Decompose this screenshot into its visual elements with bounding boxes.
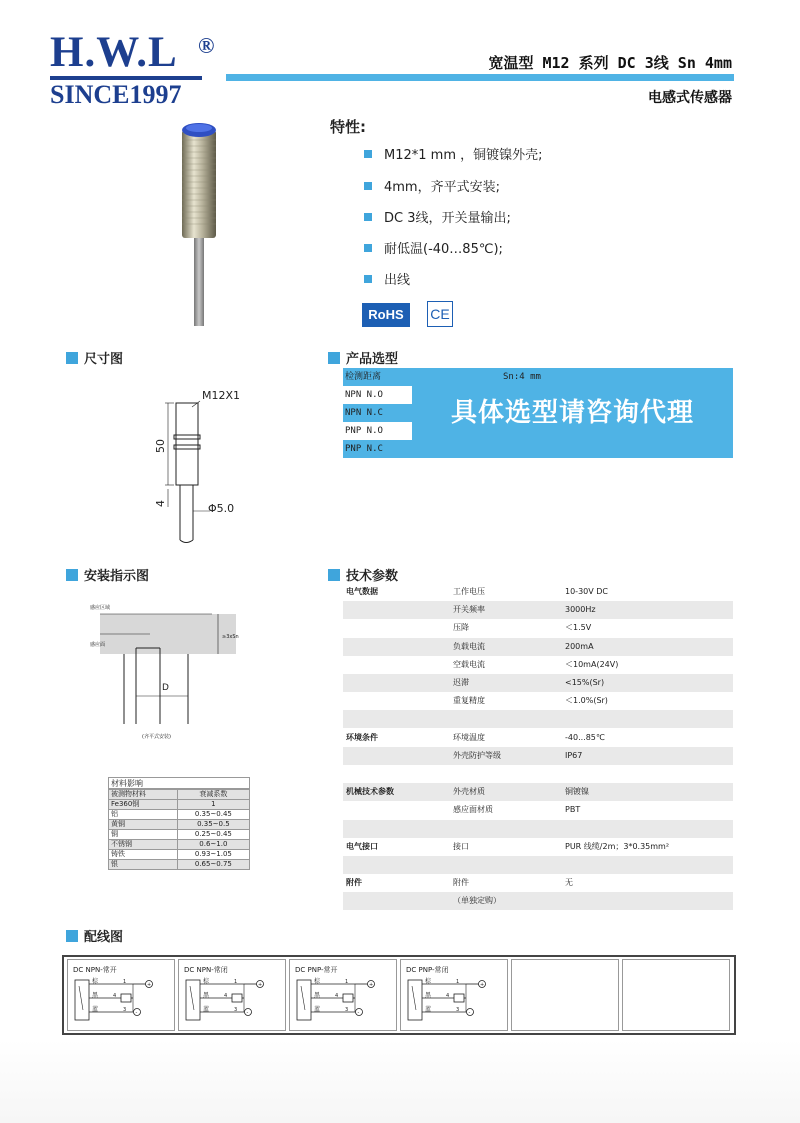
table-row: 铸铁 0.93~1.05 (109, 850, 250, 860)
installation-drawing (72, 598, 252, 748)
features-heading: 特性: (330, 118, 366, 136)
svg-text:棕: 棕 (314, 978, 321, 985)
svg-text:3: 3 (345, 1007, 349, 1013)
table-row (343, 674, 733, 692)
selection-row: PNP N.C (343, 440, 733, 458)
table-row (343, 656, 733, 674)
svg-text:蓝: 蓝 (92, 1006, 99, 1013)
svg-text:蓝: 蓝 (314, 1006, 321, 1013)
selection-row: 检测距离 Sn:4 mm (343, 368, 733, 386)
tech-val: 10-30V DC (565, 587, 609, 596)
wiring-schematic (182, 976, 282, 1026)
svg-text:黑: 黑 (314, 992, 321, 999)
svg-text:黑: 黑 (92, 992, 99, 999)
table-row (343, 874, 733, 892)
sensing-area-label: 感应区域 (90, 605, 111, 611)
wiring-title: DC PNP-常闭 (406, 966, 449, 974)
tech-item: 负载电流 (453, 641, 485, 651)
tech-val: PBT (565, 805, 581, 815)
svg-text:4: 4 (224, 993, 228, 999)
svg-text:4: 4 (446, 993, 450, 999)
section-marker-icon (328, 352, 340, 364)
section-wiring: 配线图 (66, 926, 123, 945)
wiring-title: DC NPN-常开 (73, 966, 117, 974)
svg-text:3: 3 (234, 1007, 238, 1013)
svg-text:1: 1 (234, 979, 238, 985)
tech-val: 3000Hz (565, 605, 596, 615)
bullet-icon (364, 244, 372, 252)
wiring-cell (511, 959, 619, 1031)
feature-item: M12*1 mm ，铜镀镍外壳; (364, 144, 543, 163)
svg-text:1: 1 (456, 979, 460, 985)
rohs-badge: RoHS (362, 303, 410, 327)
section-tech: 技术参数 (328, 565, 398, 584)
tech-val: -40...85℃ (565, 732, 605, 742)
tech-item: 重复精度 (453, 696, 485, 706)
bullet-icon (364, 150, 372, 158)
table-row: 被测物材料 衰减系数 (109, 790, 250, 800)
svg-text:-: - (357, 1010, 360, 1016)
section-marker-icon (328, 569, 340, 581)
selection-row: NPN N.O (345, 390, 383, 400)
svg-text:3: 3 (456, 1007, 460, 1013)
install-caption: (齐平式安装) (142, 734, 171, 740)
wiring-title: DC PNP-常开 (295, 966, 338, 974)
section-install: 安装指示图 (66, 565, 149, 584)
bullet-icon (364, 275, 372, 283)
dimension-drawing (150, 385, 270, 555)
tech-cat: 电气接口 (346, 841, 378, 851)
table-row (343, 729, 733, 747)
selection-row: PNP N.O (345, 426, 383, 436)
svg-text:棕: 棕 (203, 978, 210, 985)
tech-item: 压降 (453, 623, 469, 633)
svg-text:+: + (369, 982, 374, 988)
table-row (343, 856, 733, 874)
svg-text:棕: 棕 (425, 978, 432, 985)
selection-row: NPN N.C (343, 404, 733, 422)
table-row (343, 710, 733, 728)
table-row (343, 783, 733, 801)
tech-item: 外壳材质 (453, 787, 485, 797)
svg-text:棕: 棕 (92, 978, 99, 985)
section-dimension: 尺寸图 (66, 348, 123, 367)
tech-val: 无 (565, 878, 573, 888)
tech-item: 感应面材质 (453, 805, 493, 815)
tech-val: PUR 线缆/2m；3*0.35mm² (565, 841, 670, 851)
table-row (343, 619, 733, 637)
wiring-schematic (404, 976, 504, 1026)
svg-text:+: + (258, 982, 263, 988)
tech-val: IP67 (565, 750, 583, 760)
table-row (343, 747, 733, 765)
wiring-schematic (71, 976, 171, 1026)
registered-mark: ® (198, 33, 215, 58)
svg-text:-: - (135, 1010, 138, 1016)
table-row: 铜 0.25~0.45 (109, 830, 250, 840)
tech-val: ＜1.0%(Sr) (565, 696, 608, 706)
table-row (343, 801, 733, 819)
tech-val: 200mA (565, 641, 594, 651)
table-row (343, 765, 733, 783)
svg-text:黑: 黑 (425, 992, 432, 999)
bullet-icon (364, 182, 372, 190)
material-table-title: 材料影响 (108, 777, 250, 789)
tech-item: 迟滞 (453, 678, 469, 687)
page-subtitle: 电感式传感器 (648, 90, 732, 106)
tech-val: 铜镀镍 (565, 787, 589, 797)
feature-item: 出线 (364, 269, 410, 288)
sensing-face-label: 感应面 (90, 642, 106, 648)
svg-text:+: + (480, 982, 485, 988)
svg-text:4: 4 (113, 993, 117, 999)
wiring-schematic (293, 976, 393, 1026)
svg-text:-: - (246, 1010, 249, 1016)
table-row: 不锈钢 0.6~1.0 (109, 840, 250, 850)
svg-text:1: 1 (345, 979, 349, 985)
feature-item: 4mm，齐平式安装; (364, 176, 500, 195)
table-row: 黄铜 0.35~0.5 (109, 820, 250, 830)
table-row (343, 601, 733, 619)
tech-item: 附件 (453, 878, 469, 888)
feature-item: 耐低温(-40…85℃); (364, 238, 503, 257)
page-footer-band (0, 1040, 800, 1123)
section-marker-icon (66, 352, 78, 364)
product-image (170, 120, 230, 330)
thread-label: M12X1 (202, 389, 241, 402)
table-row (343, 892, 733, 910)
svg-text:3: 3 (123, 1007, 127, 1013)
svg-text:-: - (468, 1010, 471, 1016)
svg-text:+: + (147, 982, 152, 988)
tech-val: <15%(Sr) (565, 678, 605, 687)
table-row (343, 692, 733, 710)
ce-badge: CE (427, 301, 453, 327)
section-marker-icon (66, 569, 78, 581)
tech-item: 工作电压 (453, 587, 485, 596)
tech-item: 外壳防护等级 (453, 750, 501, 760)
tip-label: 4 (154, 500, 167, 507)
table-row (343, 583, 733, 601)
tech-item: 空载电流 (453, 659, 485, 669)
cable-label: Φ5.0 (208, 502, 235, 515)
table-row (343, 820, 733, 838)
svg-text:黑: 黑 (203, 992, 210, 999)
table-row (343, 838, 733, 856)
bullet-icon (364, 213, 372, 221)
tech-cat: 环境条件 (346, 732, 378, 742)
section-selection: 产品选型 (328, 348, 398, 367)
page-title: 宽温型 M12 系列 DC 3线 Sn 4mm (488, 54, 732, 72)
tech-val: ＜10mA(24V) (565, 659, 619, 669)
material-table (108, 789, 250, 870)
tech-cat: 机械技术参数 (346, 787, 394, 797)
wiring-cell (622, 959, 730, 1031)
length-label: 50 (154, 439, 167, 453)
brand-logo: H.W.L (50, 29, 178, 76)
svg-text:1: 1 (123, 979, 127, 985)
feature-item: DC 3线，开关量输出; (364, 207, 511, 226)
tech-item: 开关频率 (453, 605, 485, 615)
tech-cat: 附件 (346, 878, 362, 888)
tech-cat: 电气数据 (346, 587, 378, 596)
section-marker-icon (66, 930, 78, 942)
table-row (343, 638, 733, 656)
tech-item: 接口 (453, 841, 469, 851)
table-row: Fe360钢 1 (109, 800, 250, 810)
wiring-title: DC NPN-常闭 (184, 966, 228, 974)
table-row: 银 0.65~0.75 (109, 860, 250, 870)
brand-since: SINCE1997 (50, 80, 182, 109)
table-row: 铝 0.35~0.45 (109, 810, 250, 820)
svg-text:4: 4 (335, 993, 339, 999)
tech-item: 环境温度 (453, 732, 485, 742)
tech-val: ＜1.5V (565, 623, 592, 633)
distance-label: ≥3xSn (222, 634, 239, 640)
svg-text:蓝: 蓝 (425, 1006, 432, 1013)
selection-notice: 具体选型请咨询代理 (412, 385, 733, 441)
d-label: D (162, 683, 169, 693)
svg-text:蓝: 蓝 (203, 1006, 210, 1013)
tech-item: （单独定购） (453, 896, 501, 906)
header-accent-bar (226, 74, 734, 81)
